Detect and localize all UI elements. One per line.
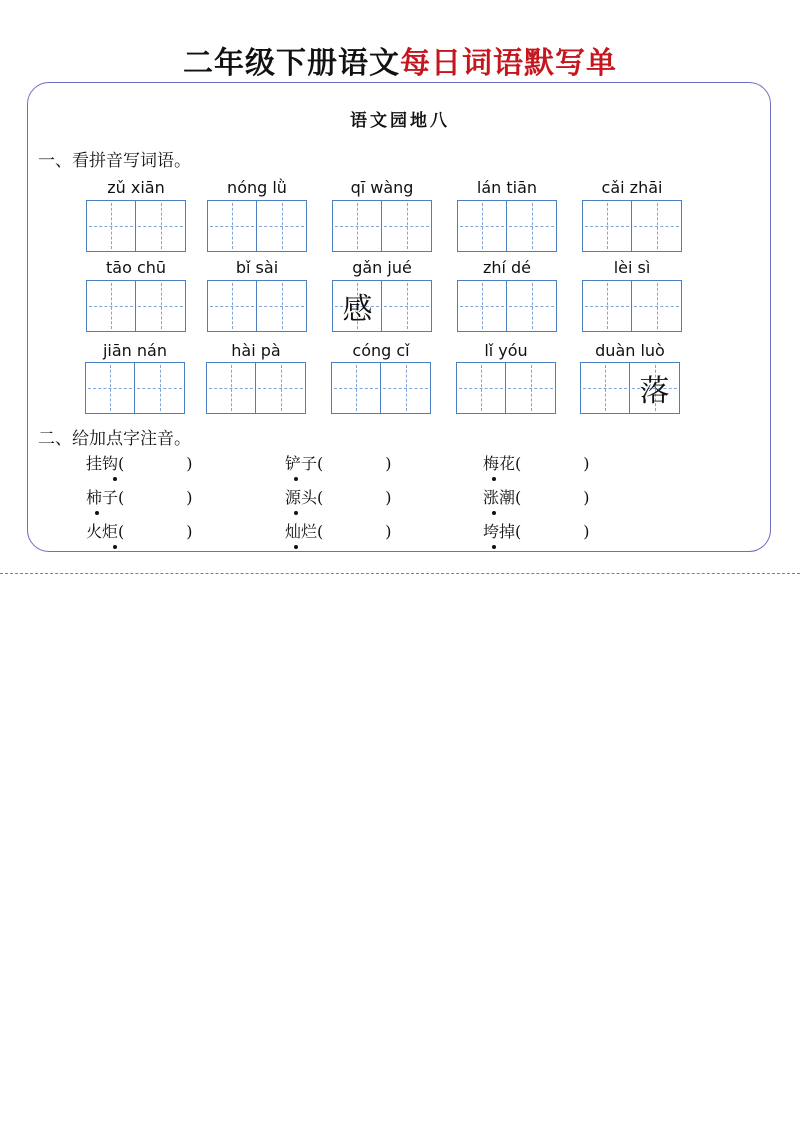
- annotation-item: [483, 485, 590, 508]
- box-char: [207, 363, 256, 413]
- annotation-word: 柿子: [86, 488, 119, 507]
- box-char: [458, 281, 507, 331]
- box-char: [208, 281, 257, 331]
- pinyin-label: hài pà: [231, 341, 281, 360]
- writing-box[interactable]: [456, 362, 556, 414]
- box-char: [632, 281, 681, 331]
- open-paren: (: [317, 454, 324, 473]
- pinyin-label: lǐ yóu: [484, 341, 528, 360]
- box-char: [87, 201, 136, 251]
- writing-box[interactable]: [332, 200, 432, 252]
- box-char: [332, 363, 381, 413]
- box-char: [382, 281, 431, 331]
- pinyin-label: cóng cǐ: [352, 341, 410, 360]
- emphasis-dot: [95, 511, 99, 515]
- annotation-word: 灿烂: [285, 522, 318, 541]
- pinyin-label: qī wàng: [350, 178, 414, 197]
- box-char: [458, 201, 507, 251]
- box-char: [257, 281, 306, 331]
- close-paren: ): [583, 488, 590, 507]
- box-char: [86, 363, 135, 413]
- box-char: [333, 201, 382, 251]
- annotation-item: [86, 519, 193, 542]
- box-char: [457, 363, 506, 413]
- pinyin-label: jiān nán: [102, 341, 167, 360]
- close-paren: ): [385, 522, 392, 541]
- box-char: [136, 201, 185, 251]
- writing-box[interactable]: [86, 200, 186, 252]
- emphasis-dot: [294, 477, 298, 481]
- section-1-heading: 一、看拼音写词语。: [38, 151, 191, 171]
- box-char: [208, 201, 257, 251]
- box-char: [507, 281, 556, 331]
- pinyin-label: duàn luò: [595, 341, 665, 360]
- title-main: 二年级下册语文: [183, 46, 400, 81]
- close-paren: ): [583, 454, 590, 473]
- annotation-word: 铲子: [285, 454, 318, 473]
- pinyin-label: lán tiān: [476, 178, 538, 197]
- writing-box[interactable]: [207, 280, 307, 332]
- pinyin-label: bǐ sài: [235, 258, 279, 277]
- open-paren: (: [317, 522, 324, 541]
- box-char: [583, 281, 632, 331]
- box-char: [87, 281, 136, 331]
- emphasis-dot: [492, 545, 496, 549]
- annotation-word: 火炬: [86, 522, 119, 541]
- pinyin-label: tāo chū: [105, 258, 167, 277]
- pinyin-label: gǎn jué: [352, 258, 412, 277]
- title-highlight: 每日词语默写单: [400, 46, 617, 81]
- annotation-word: 源头: [285, 488, 318, 507]
- worksheet-title: [0, 38, 800, 82]
- annotation-item: [483, 451, 590, 474]
- annotation-item: [483, 519, 590, 542]
- writing-box[interactable]: [86, 280, 186, 332]
- open-paren: (: [118, 454, 125, 473]
- pinyin-label: nóng lǜ: [227, 178, 287, 197]
- section-2-heading: 二、给加点字注音。: [38, 429, 191, 449]
- cut-line: [0, 573, 800, 574]
- close-paren: ): [186, 454, 193, 473]
- box-char: [632, 201, 681, 251]
- writing-box[interactable]: [457, 200, 557, 252]
- box-char: [136, 281, 185, 331]
- emphasis-dot: [113, 477, 117, 481]
- annotation-item: [285, 451, 392, 474]
- emphasis-dot: [294, 511, 298, 515]
- writing-box[interactable]: [331, 362, 431, 414]
- pinyin-label: zhí dé: [482, 258, 532, 277]
- close-paren: ): [385, 454, 392, 473]
- close-paren: ): [583, 522, 590, 541]
- annotation-word: 涨潮: [483, 488, 516, 507]
- close-paren: ): [385, 488, 392, 507]
- box-char: [583, 201, 632, 251]
- annotation-item: [86, 451, 193, 474]
- annotation-item: [86, 485, 193, 508]
- annotation-word: 垮掉: [483, 522, 516, 541]
- annotation-item: [285, 485, 392, 508]
- box-char: 落: [639, 374, 670, 409]
- writing-box[interactable]: [582, 280, 682, 332]
- annotation-word: 梅花: [483, 454, 516, 473]
- close-paren: ): [186, 488, 193, 507]
- open-paren: (: [118, 488, 125, 507]
- writing-box[interactable]: [457, 280, 557, 332]
- open-paren: (: [515, 522, 522, 541]
- writing-box[interactable]: [582, 200, 682, 252]
- box-char: 感: [342, 292, 373, 327]
- open-paren: (: [515, 454, 522, 473]
- writing-box[interactable]: [580, 362, 680, 414]
- writing-box[interactable]: [206, 362, 306, 414]
- box-char: [581, 363, 630, 413]
- pinyin-label: lèi sì: [613, 258, 651, 277]
- pinyin-label: zǔ xiān: [107, 178, 165, 197]
- open-paren: (: [317, 488, 324, 507]
- box-char: [382, 201, 431, 251]
- emphasis-dot: [113, 545, 117, 549]
- emphasis-dot: [492, 511, 496, 515]
- annotation-item: [285, 519, 392, 542]
- pinyin-label: cǎi zhāi: [601, 178, 663, 197]
- box-char: [256, 363, 305, 413]
- box-char: [506, 363, 555, 413]
- panel-title: 语文园地八: [350, 111, 450, 131]
- emphasis-dot: [294, 545, 298, 549]
- writing-box[interactable]: [207, 200, 307, 252]
- annotation-word: 挂钩: [86, 454, 119, 473]
- close-paren: ): [186, 522, 193, 541]
- box-char: [135, 363, 184, 413]
- open-paren: (: [515, 488, 522, 507]
- writing-box[interactable]: [85, 362, 185, 414]
- emphasis-dot: [492, 477, 496, 481]
- box-char: [381, 363, 430, 413]
- open-paren: (: [118, 522, 125, 541]
- writing-box[interactable]: [332, 280, 432, 332]
- box-char: [257, 201, 306, 251]
- box-char: [507, 201, 556, 251]
